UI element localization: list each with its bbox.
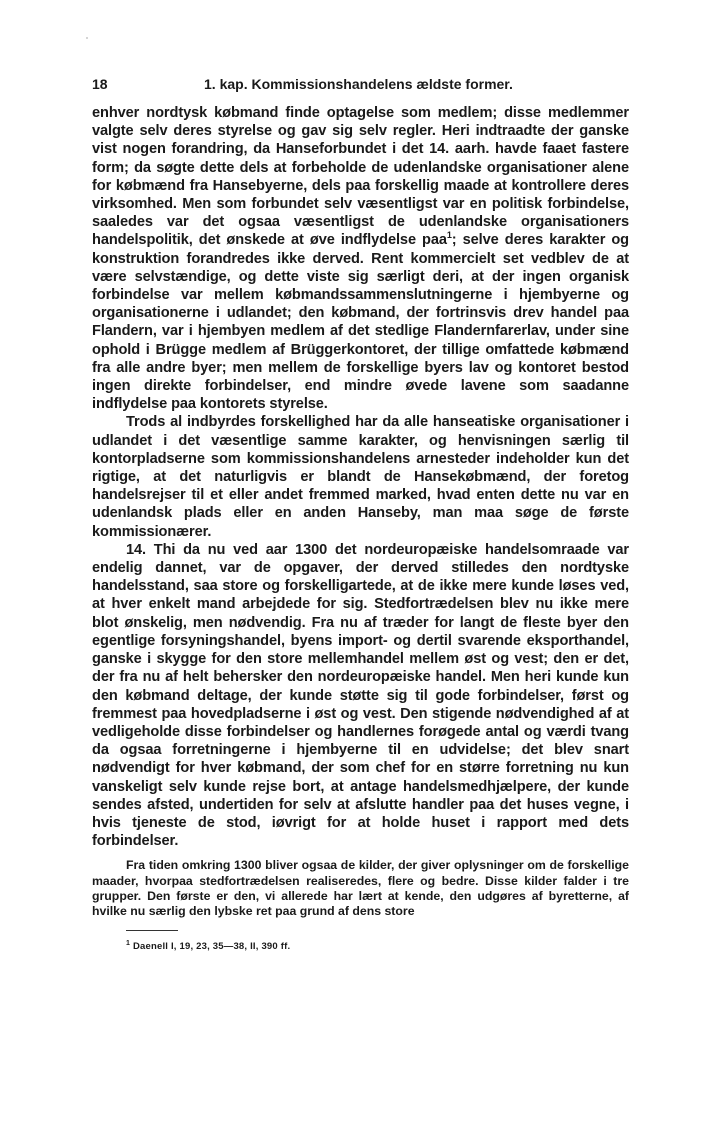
paragraph-text: enhver nordtysk købmand finde optagelse som medlem; disse medlemmer valgte selv deres styrelse og gav sig selv regler. Heri indtraadte der ganske vist nogen forandring, da Hanseforbundet i det 14. aarh. havde faaet fastere form; da søgte dette dels at forbeholde de udenlandske organisationer alene for købmænd fra Hansebyerne, dels paa forskellig maade at kontrollere deres virksomhed. Men som forbundet selv væsentligst var en politisk forbindelse, saaledes var det ogsaa væsentligst de udenlandske organisationers handelspolitik, det ønskede at øve indflydelse paa [92, 105, 629, 249]
book-page [92, 72, 629, 952]
footnote-reference: 1 [446, 230, 452, 241]
paragraph-continuation [92, 104, 629, 413]
paragraph: Trods al indbyrdes forskellighed har da alle hanseatiske organisationer i udlandet i det væsentlige samme karakter, og henvisningen særlig til kontorpladserne som kommissionshandelens arnesteder indeholder kun det rigtige, at det naturligvis er blandt de Hansekøbmænd, der foretog handelsrejser til et eller andet fremmed marked, hvad enten dette nu var en udenlandsk plads eller en anden Hanseby, man maa søge de første kommissionærer. [92, 414, 629, 540]
paragraph-section-14: 14. Thi da nu ved aar 1300 det nordeuropæiske handelsomraade var endelig dannet, var de opgaver, der derved stilledes den nordtyske handelsstand, saa store og forskelligartede, at de ikke mere kunde løses ved, at hver enkelt mand arbejdede for sig. Stedfortrædelsen blev nu ikke mere blot ønskelig, men nødvendig. Fra nu af træder for langt de fleste byer den egentlige forsyningshandel, byens import- og dertil svarende eksporthandel, ganske i skygge for den store mellemhandel mellem øst og vest; den er det, der fra nu af helt behersker den nordeuropæiske handel. Men heri kunde kun den købmand deltage, der kunde støtte sig til gode forbindelser, først og fremmest paa hovedpladserne i øst og vest. Den stigende nødvendighed af at vedligeholde disse forbindelser og handlernes forøgede antal og værdi tvang da ogsaa forretningerne i hjembyerne til en udvidelse; det blev snart nødvendigt for hver købmand, der som chef for en større forretning nu kun vanskeligt selv kunde rejse bort, at antage handelsmedhjælpere, der kunde sendes afsted, undertiden for selv at afslutte handler paa det huses vegne, i hvis tjeneste de stod, iøvrigt for at holde huset i rapport med dets forbindelser. [92, 541, 629, 850]
footnote-mark: 1 [126, 939, 131, 947]
main-text [92, 104, 629, 850]
footnote [126, 941, 629, 952]
running-head [92, 72, 629, 92]
paper-speck [86, 37, 88, 39]
running-title: 1. kap. Kommissionshandelens ældste former. [204, 76, 513, 92]
paragraph-text: ; selve deres karakter og konstruktion forandredes ikke derved. Rent kommercielt set vedblev de at være selvstændige, og dette viste sig særligt deri, at der ingen organisk forbindelse var mellem købmandssammenslutningerne i hjembyerne og organisationerne i udlandet; den købmand, der fortrinsvis drev handel paa Flandern, var i hjembyen medlem af det stedlige Flandernfarerlav, under sine ophold i Brügge medlem af Brüggerkontoret, der tillige omfattede købmænd fra alle andre byer; men mellem de forskellige byers lav og kontoret bestod ingen direkte forbindelser, end mindre øvede lavene som saadanne indflydelse paa kontorets styrelse. [92, 232, 629, 413]
footnote-rule [126, 930, 178, 931]
page-number: 18 [92, 76, 108, 92]
footnote-text: Daenell I, 19, 23, 35—38, II, 390 ff. [132, 941, 291, 953]
small-print-paragraph: Fra tiden omkring 1300 bliver ogsaa de kilder, der giver oplysninger om de forskellige maader, hvorpaa stedfortrædelsen realiseredes, flere og bedre. Disse kilder falder i tre grupper. Den første er den, vi allerede har lært at kende, den udgøres af byretterne, af hvilke nu særlig den lybske ret paa grund af dens store [92, 858, 629, 918]
